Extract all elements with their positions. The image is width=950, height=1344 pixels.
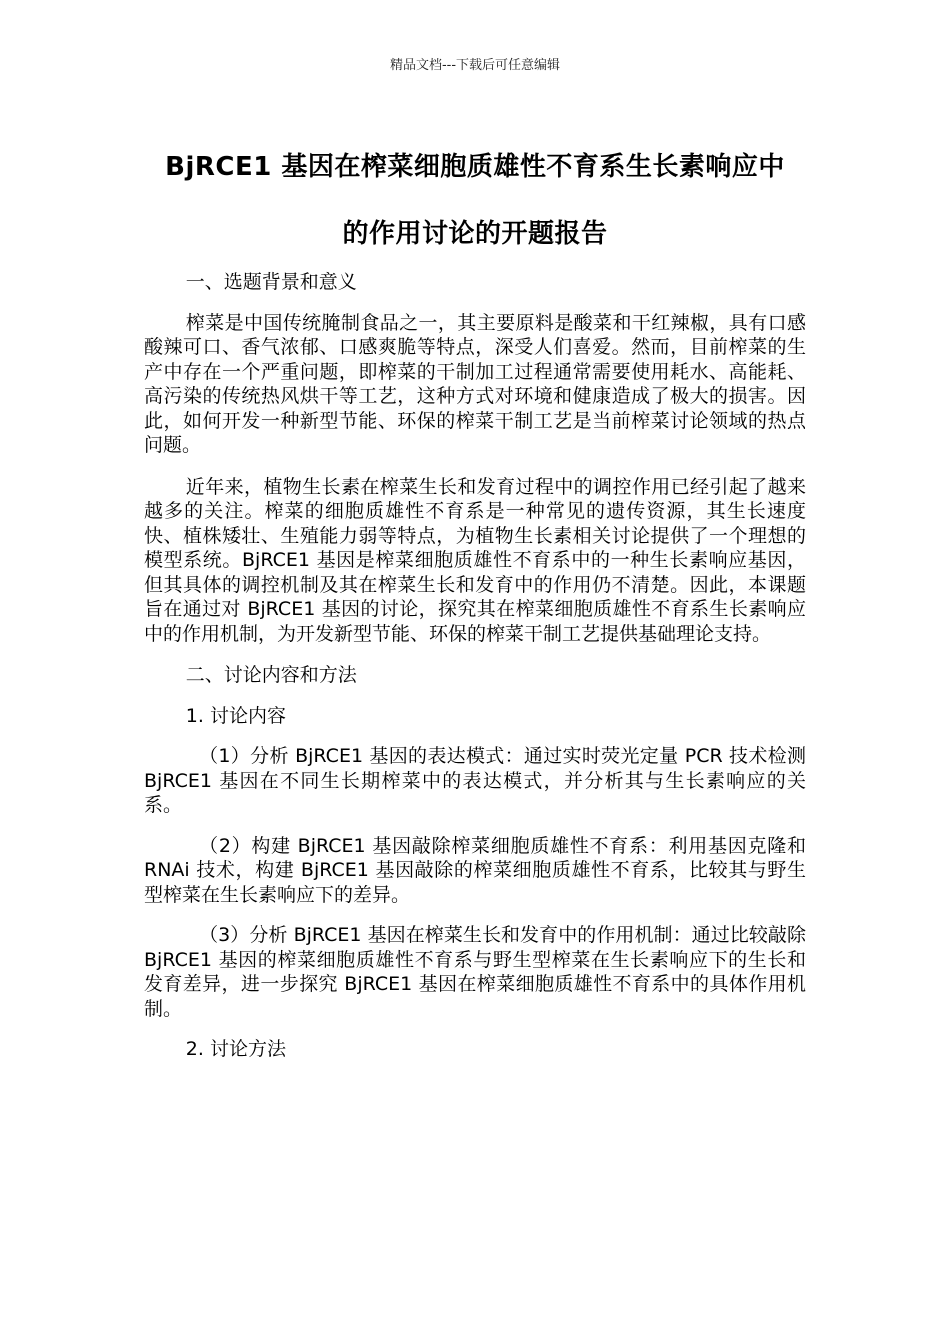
section-1-paragraph-1: 榨菜是中国传统腌制食品之一，其主要原料是酸菜和干红辣椒，具有口感酸辣可口、香气浓郁、口感爽脆等特点，深受人们喜爱。然而，目前榨菜的生产中存在一个严重问题，即榨菜的干制加工过程通常需要使用耗水、高能耗、高污染的传统热风烘干等工艺，这种方式对环境和健康造成了极大的损害。因此，如何开发一种新型节能、环保的榨菜干制工艺是当前榨菜讨论领域的热点问题。 <box>144 311 806 456</box>
header-note: 精品文档---下载后可任意编辑 <box>389 58 561 73</box>
section-2-subheading-2: 2. 讨论方法 <box>185 1038 286 1060</box>
research-item-2: （2）构建 BjRCE1 基因敲除榨菜细胞质雄性不育系：利用基因克隆和 RNAi 技术，构建 BjRCE1 基因敲除的榨菜细胞质雄性不育系，比较其与野生型榨菜在生长素响应下的差异。 <box>144 834 806 906</box>
section-1-heading: 一、选题背景和意义 <box>185 271 357 293</box>
document-body <box>144 270 806 1078</box>
section-1-paragraph-2: 近年来，植物生长素在榨菜生长和发育过程中的调控作用已经引起了越来越多的关注。榨菜的细胞质雄性不育系是一种常见的遗传资源，其生长速度快、植株矮壮、生殖能力弱等特点，为植物生长素相关讨论提供了一个理想的模型系统。BjRCE1 基因是榨菜细胞质雄性不育系中的一种生长素响应基因，但其具体的调控机制及其在榨菜生长和发育中的作用仍不清楚。因此，本课题旨在通过对 BjRCE1 基因的讨论，探究其在榨菜细胞质雄性不育系生长素响应中的作用机制，为开发新型节能、环保的榨菜干制工艺提供基础理论支持。 <box>144 475 806 645</box>
document-title <box>120 134 830 268</box>
title-line-2: 的作用讨论的开题报告 <box>342 219 608 249</box>
section-2-heading: 二、讨论内容和方法 <box>185 664 357 686</box>
section-2-subheading-1: 1. 讨论内容 <box>185 704 286 727</box>
research-item-1: （1）分析 BjRCE1 基因的表达模式：通过实时荧光定量 PCR 技术检测 BjRCE1 基因在不同生长期榨菜中的表达模式，并分析其与生长素响应的关系。 <box>144 745 806 816</box>
title-line-1: BjRCE1 基因在榨菜细胞质雄性不育系生长素响应中 <box>165 152 785 182</box>
research-item-3: （3）分析 BjRCE1 基因在榨菜生长和发育中的作用机制：通过比较敲除 BjRCE1 基因的榨菜细胞质雄性不育系与野生型榨菜在生长素响应下的生长和发育差异，进一步探究 BjRCE1 基因在榨菜细胞质雄性不育系中的具体作用机制。 <box>144 924 806 1020</box>
